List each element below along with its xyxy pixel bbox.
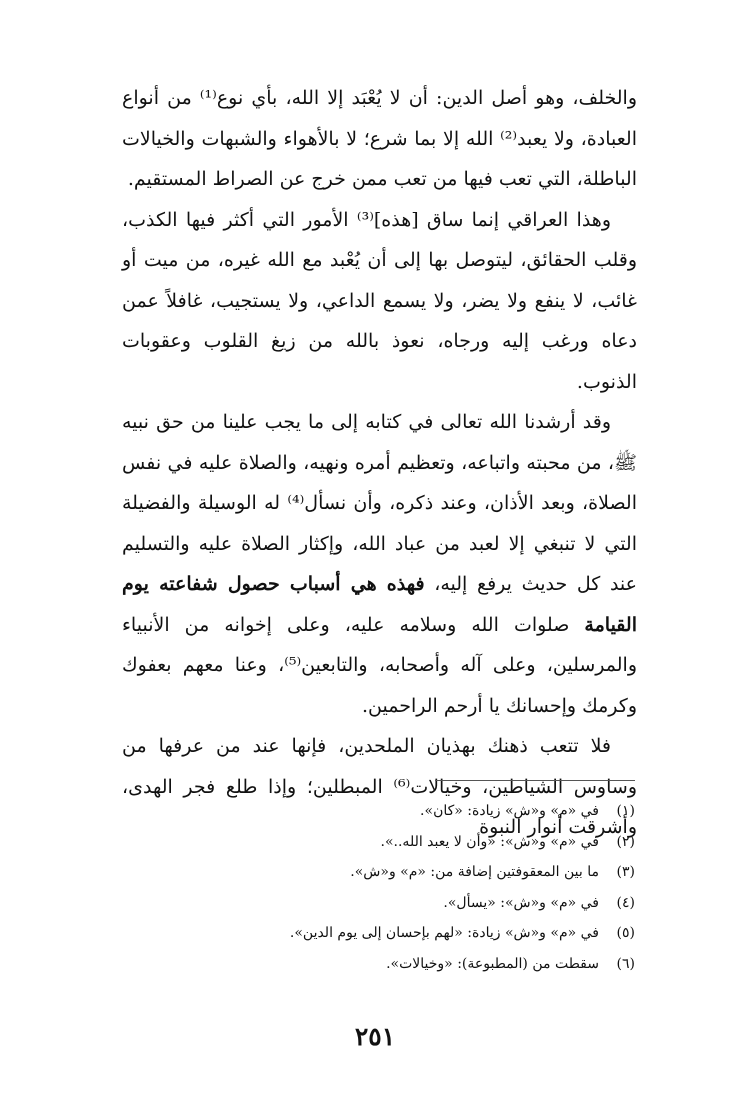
footnote-item: [115, 949, 635, 980]
footnote-number: (٥): [616, 925, 635, 941]
footnote-item: [115, 918, 635, 949]
paragraph-3-start: وقد أرشدنا الله تعالى في كتابه إلى ما يجب علينا من حق نبيه ﷺ، من محبته واتباعه، وتعظيم أمره ونهيه، والصلاة عليه في نفس الصلاة، وبعد الأذان، وعند ذكره، وأن نسأل⁽⁴⁾ له الوسيلة والفضيلة التي لا تنبغي إلا لعبد من عباد الله، وإكثار الصلاة عليه والتسليم عند كل حديث يرفع إليه،: [122, 411, 637, 595]
main-text: [122, 78, 637, 848]
footnote-number: (٣): [616, 864, 635, 880]
footnote-text: ما بين المعقوفتين إضافة من: «م» و«ش».: [350, 864, 599, 880]
footnote-item: [115, 888, 635, 919]
footnote-text: في «م» و«ش» زيادة: «كان».: [420, 803, 599, 819]
footnotes-list: [115, 796, 635, 979]
footnote-text: سقطت من (المطبوعة): «وخيالات».: [386, 955, 599, 972]
footnote-text: في «م» و«ش»: «يسأل».: [443, 894, 599, 911]
footnote-item: [115, 857, 635, 888]
paragraph-3-bold: فهذه هي أسباب حصول شفاعته يوم القيامة: [122, 573, 637, 636]
page-number: ٢٥١: [354, 1022, 396, 1051]
paragraph-4: فلا تتعب ذهنك بهذيان الملحدين، فإنها عند من عرفها من وساوس الشياطين، وخيالات⁽⁶⁾ المبطلين؛ وإذا طلع فجر الهدى، وأشرقت أنوار النبوة: [122, 735, 637, 838]
footnote-item: [115, 827, 635, 858]
paragraph-3: [122, 402, 637, 726]
footnote-text: في «م» و«ش» زيادة: «لهم بإحسان إلى يوم الدين».: [289, 925, 599, 941]
footnote-number: (١): [616, 803, 635, 819]
footnote-number: (٦): [616, 955, 635, 972]
paragraph-3-end: صلوات الله وسلامه عليه، وعلى إخوانه من الأنبياء والمرسلين، وعلى آله وأصحابه، والتابعين⁽⁵⁾، وعنا معهم بعفوك وكرمك وإحسانك يا أرحم الراحمين.: [122, 613, 637, 717]
paragraph-1: والخلف، وهو أصل الدين: أن لا يُعْبَد إلا الله، بأي نوع⁽¹⁾ من أنواع العبادة، ولا يعبد⁽²⁾ الله إلا بما شرع؛ لا بالأهواء والشبهات والخيالات الباطلة، التي تعب فيها من تعب ممن خرج عن الصراط المستقيم.: [122, 87, 638, 190]
footnote-divider: [435, 780, 635, 781]
footnote-item: [115, 796, 635, 827]
footnote-text: في «م» و«ش»: «وأن لا يعبد الله..».: [380, 833, 599, 850]
footnote-number: (٢): [616, 833, 635, 850]
footnote-number: (٤): [616, 894, 635, 911]
paragraph-2: وهذا العراقي إنما ساق [هذه]⁽³⁾ الأمور التي أكثر فيها الكذب، وقلب الحقائق، ليتوصل بها إلى أن يُعْبد مع الله غيره، من ميت أو غائب، لا ينفع ولا يضر، ولا يسمع الداعي، ولا يستجيب، غافلاً عمن دعاه ورغب إليه ورجاه، نعوذ بالله من زيغ القلوب وعقوبات الذنوب.: [122, 208, 637, 393]
